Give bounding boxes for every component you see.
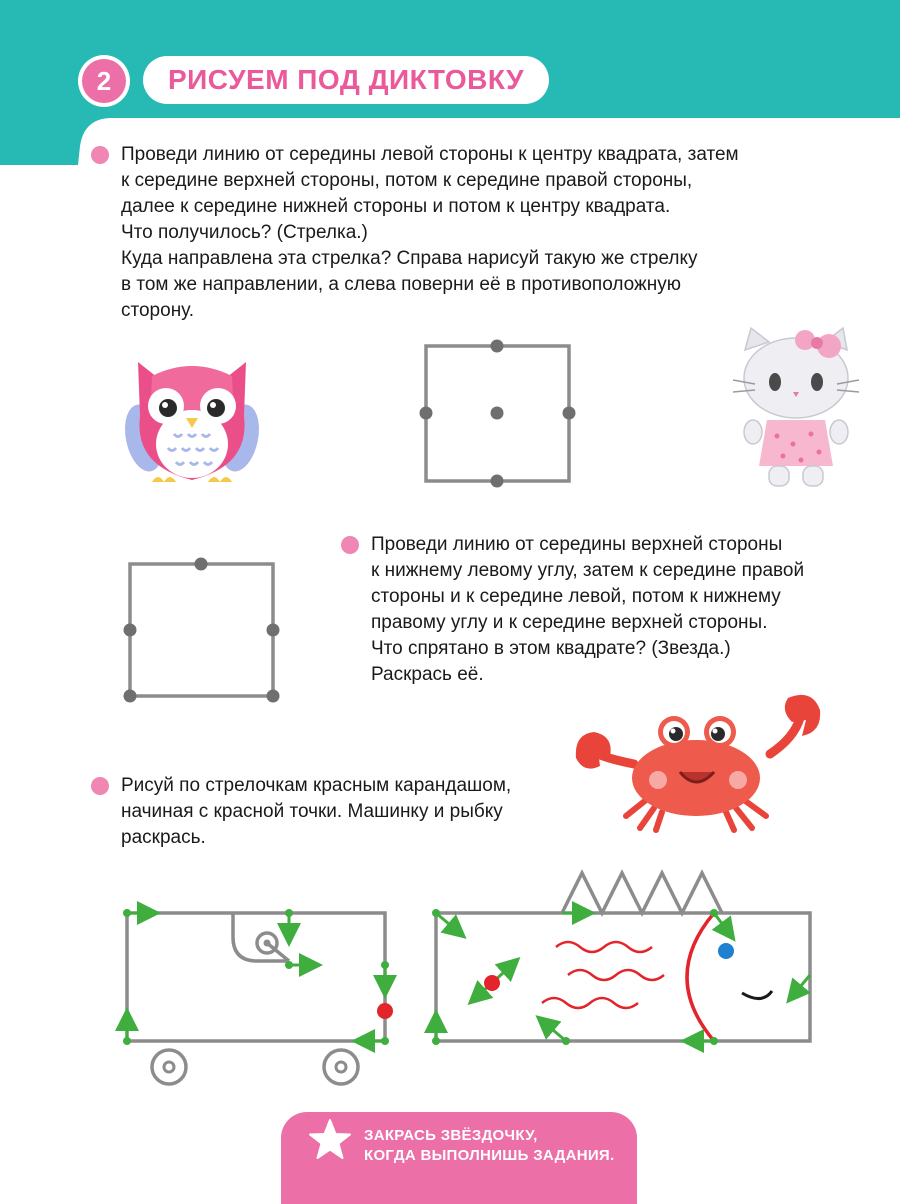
task-line: Куда направлена эта стрелка? Справа нарисуй такую же стрелку <box>121 248 698 269</box>
task-line: сторону. <box>121 300 195 321</box>
task-line: начиная с красной точки. Машинку и рыбку <box>121 801 503 822</box>
task-3-text <box>121 773 511 851</box>
crab-illustration <box>574 688 824 833</box>
footer-line: ЗАКРАСЬ ЗВЁЗДОЧКУ, <box>364 1127 538 1144</box>
task-number-badge <box>78 55 130 107</box>
car-tracing-figure <box>115 895 405 1095</box>
star-square-grid <box>122 558 282 708</box>
task-line: к нижнему левому углу, затем к середине правой <box>371 560 805 581</box>
task-line: раскрась. <box>121 827 206 848</box>
task-bullet <box>91 777 109 795</box>
task-2-text <box>371 532 804 688</box>
task-bullet <box>91 146 109 164</box>
task-line: Раскрась её. <box>371 664 484 685</box>
task-line: далее к середине нижней стороны и потом к центру квадрата. <box>121 196 671 217</box>
page-title: РИСУЕМ ПОД ДИКТОВКУ <box>167 64 525 95</box>
task-line: к середине верхней стороны, потом к середине правой стороны, <box>121 170 693 191</box>
kitty-illustration <box>733 320 863 490</box>
fish-tracing-figure <box>428 865 818 1055</box>
owl-illustration <box>122 356 262 496</box>
title-pill <box>143 56 549 104</box>
star-icon <box>308 1118 352 1162</box>
task-bullet <box>341 536 359 554</box>
task-line: Проведи линию от середины левой стороны к центру квадрата, затем <box>121 144 739 165</box>
task-line: правому углу и к середине верхней стороны. <box>371 612 768 633</box>
footer-text <box>364 1126 614 1166</box>
task-line: стороны и к середине левой, потом к нижнему <box>371 586 781 607</box>
task-line: Что спрятано в этом квадрате? (Звезда.) <box>371 638 731 659</box>
footer-line: КОГДА ВЫПОЛНИШЬ ЗАДАНИЯ. <box>364 1147 615 1164</box>
arrow-square-grid <box>418 338 578 498</box>
task-line: Проведи линию от середины верхней стороны <box>371 534 783 555</box>
task-number: 2 <box>82 59 126 103</box>
task-line: Что получилось? (Стрелка.) <box>121 222 368 243</box>
task-1-text <box>121 142 739 324</box>
task-line: Рисуй по стрелочкам красным карандашом, <box>121 775 512 796</box>
task-line: в том же направлении, а слева поверни её в противоположную <box>121 274 681 295</box>
